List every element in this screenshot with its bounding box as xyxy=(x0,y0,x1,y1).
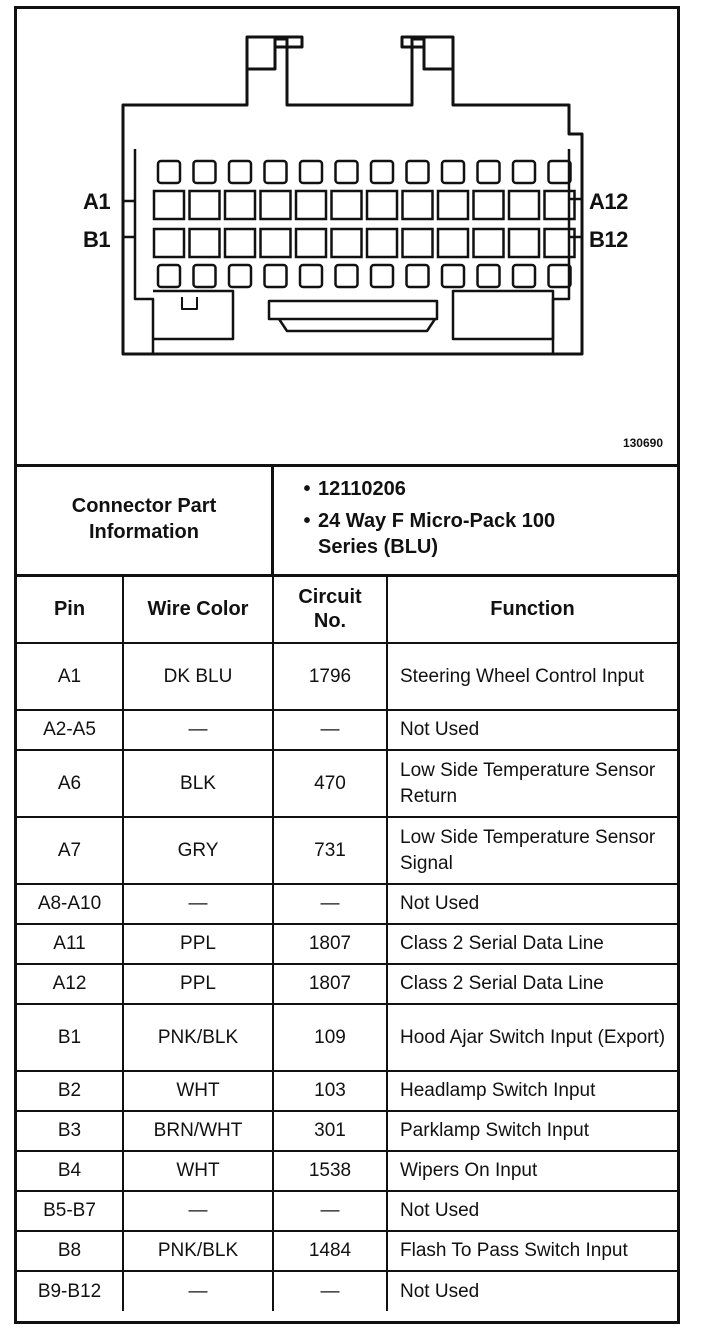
circuit-cell: 731 xyxy=(273,817,387,884)
circuit-cell: 1807 xyxy=(273,964,387,1004)
pin-cell: A12 xyxy=(17,964,123,1004)
table-row xyxy=(17,750,677,817)
table-row xyxy=(17,710,677,750)
pin-cell: A1 xyxy=(17,643,123,710)
a-row-latch xyxy=(478,161,500,183)
a-row-cavity xyxy=(225,191,255,219)
function-cell: Class 2 Serial Data Line xyxy=(387,924,677,964)
table-row xyxy=(17,884,677,924)
pin-cell: A11 xyxy=(17,924,123,964)
wire-color-cell: PNK/BLK xyxy=(123,1231,273,1271)
connector-drawing xyxy=(17,9,677,464)
pin-cell: B2 xyxy=(17,1071,123,1111)
a-row-latch xyxy=(265,161,287,183)
function-cell: Steering Wheel Control Input xyxy=(387,643,677,710)
function-cell: Hood Ajar Switch Input (Export) xyxy=(387,1004,677,1071)
b-row-latch xyxy=(158,265,180,287)
table-row xyxy=(17,1231,677,1271)
b-row-cavity xyxy=(154,229,184,257)
wire-color-cell: — xyxy=(123,1271,273,1311)
circuit-cell: 103 xyxy=(273,1071,387,1111)
wire-color-cell: PPL xyxy=(123,924,273,964)
function-cell: Not Used xyxy=(387,710,677,750)
part-number: 12110206 xyxy=(318,478,406,500)
circuit-cell: — xyxy=(273,1271,387,1311)
circuit-cell: — xyxy=(273,1191,387,1231)
wire-color-cell: — xyxy=(123,1191,273,1231)
document-frame xyxy=(14,6,680,1324)
circuit-cell: 470 xyxy=(273,750,387,817)
connector-info-details xyxy=(274,476,674,566)
pinout-table-body xyxy=(17,643,677,1311)
bullet-symbol: • xyxy=(303,510,311,532)
b-row-latch xyxy=(513,265,535,287)
a-row-latch xyxy=(229,161,251,183)
b-row-cavity xyxy=(261,229,291,257)
table-row xyxy=(17,817,677,884)
info-bullet xyxy=(274,508,674,560)
function-cell: Wipers On Input xyxy=(387,1151,677,1191)
pinout-table xyxy=(17,574,677,1311)
label-b12: B12 xyxy=(589,227,628,252)
pin-cell: B1 xyxy=(17,1004,123,1071)
wire-color-cell: GRY xyxy=(123,817,273,884)
a-row-cavity xyxy=(332,191,362,219)
pin-cell: B3 xyxy=(17,1111,123,1151)
a-row-latch xyxy=(371,161,393,183)
b-row-cavity xyxy=(474,229,504,257)
label-a1: A1 xyxy=(83,189,111,214)
connector-info-heading-text: Connector Part Information xyxy=(71,495,217,543)
b-row-latch xyxy=(442,265,464,287)
function-cell: Flash To Pass Switch Input xyxy=(387,1231,677,1271)
b-row-latch xyxy=(407,265,429,287)
wire-color-cell: PPL xyxy=(123,964,273,1004)
b-row-cavity xyxy=(367,229,397,257)
function-cell: Parklamp Switch Input xyxy=(387,1111,677,1151)
circuit-cell: 1807 xyxy=(273,924,387,964)
circuit-cell: 1538 xyxy=(273,1151,387,1191)
circuit-cell: 1484 xyxy=(273,1231,387,1271)
header-function: Function xyxy=(387,575,677,643)
pin-cell: A7 xyxy=(17,817,123,884)
circuit-cell: 301 xyxy=(273,1111,387,1151)
label-b1: B1 xyxy=(83,227,111,252)
connector-info-heading xyxy=(17,464,274,574)
table-header-row xyxy=(17,575,677,643)
header-circuit-text: Circuit No. xyxy=(298,586,362,632)
info-bullet xyxy=(274,476,674,502)
a-row-cavity xyxy=(474,191,504,219)
label-a12: A12 xyxy=(589,189,628,214)
table-row xyxy=(17,924,677,964)
center-key xyxy=(269,301,437,319)
b-row-cavity xyxy=(190,229,220,257)
a-row-latch xyxy=(549,161,571,183)
b-row-cavity xyxy=(403,229,433,257)
function-cell: Not Used xyxy=(387,1271,677,1311)
table-row xyxy=(17,1004,677,1071)
table-row xyxy=(17,1071,677,1111)
function-cell: Not Used xyxy=(387,1191,677,1231)
function-cell: Low Side Temperature Sensor Signal xyxy=(387,817,677,884)
circuit-cell: — xyxy=(273,884,387,924)
b-row-cavity xyxy=(296,229,326,257)
a-row-cavity xyxy=(296,191,326,219)
table-row xyxy=(17,1271,677,1311)
b-row-latch xyxy=(549,265,571,287)
a-row-latch xyxy=(513,161,535,183)
a-row-latch xyxy=(194,161,216,183)
header-circuit xyxy=(273,575,387,643)
a-row-latch xyxy=(300,161,322,183)
a-row-latch xyxy=(336,161,358,183)
function-cell: Low Side Temperature Sensor Return xyxy=(387,750,677,817)
table-row xyxy=(17,1151,677,1191)
wire-color-cell: PNK/BLK xyxy=(123,1004,273,1071)
pin-cell: A6 xyxy=(17,750,123,817)
a-row-cavity xyxy=(154,191,184,219)
circuit-cell: 1796 xyxy=(273,643,387,710)
b-row-cavity xyxy=(509,229,539,257)
a-row-latch xyxy=(158,161,180,183)
connector-description: 24 Way F Micro-Pack 100 Series (BLU) xyxy=(318,510,556,558)
latch-right xyxy=(402,37,453,69)
b-row-cavity xyxy=(225,229,255,257)
pin-cavities xyxy=(154,161,575,287)
wire-color-cell: WHT xyxy=(123,1151,273,1191)
key-left xyxy=(153,291,233,339)
wire-color-cell: — xyxy=(123,710,273,750)
a-row-cavity xyxy=(367,191,397,219)
b-row-latch xyxy=(478,265,500,287)
table-row xyxy=(17,1191,677,1231)
circuit-cell: 109 xyxy=(273,1004,387,1071)
function-cell: Class 2 Serial Data Line xyxy=(387,964,677,1004)
header-wire-color: Wire Color xyxy=(123,575,273,643)
bullet-symbol: • xyxy=(303,478,311,500)
a-row-cavity xyxy=(261,191,291,219)
pin-cell: A2-A5 xyxy=(17,710,123,750)
b-row-latch xyxy=(229,265,251,287)
a-row-cavity xyxy=(403,191,433,219)
pin-cell: A8-A10 xyxy=(17,884,123,924)
function-cell: Not Used xyxy=(387,884,677,924)
wire-color-cell: WHT xyxy=(123,1071,273,1111)
pin-cell: B8 xyxy=(17,1231,123,1271)
pin-cell: B5-B7 xyxy=(17,1191,123,1231)
b-row-latch xyxy=(265,265,287,287)
a-row-cavity xyxy=(509,191,539,219)
b-row-cavity xyxy=(438,229,468,257)
connector-info xyxy=(17,464,677,577)
table-row xyxy=(17,643,677,710)
wire-color-cell: — xyxy=(123,884,273,924)
table-row xyxy=(17,1111,677,1151)
a-row-latch xyxy=(407,161,429,183)
b-row-latch xyxy=(194,265,216,287)
wire-color-cell: BLK xyxy=(123,750,273,817)
header-pin: Pin xyxy=(17,575,123,643)
a-row-cavity xyxy=(190,191,220,219)
pin-cell: B9-B12 xyxy=(17,1271,123,1311)
b-row-latch xyxy=(300,265,322,287)
pin-cell: B4 xyxy=(17,1151,123,1191)
circuit-cell: — xyxy=(273,710,387,750)
b-row-cavity xyxy=(332,229,362,257)
a-row-cavity xyxy=(438,191,468,219)
wire-color-cell: DK BLU xyxy=(123,643,273,710)
function-cell: Headlamp Switch Input xyxy=(387,1071,677,1111)
table-row xyxy=(17,964,677,1004)
housing-outline xyxy=(123,39,582,354)
a-row-latch xyxy=(442,161,464,183)
b-row-latch xyxy=(371,265,393,287)
figure-number: 130690 xyxy=(622,436,663,450)
b-row-latch xyxy=(336,265,358,287)
wire-color-cell: BRN/WHT xyxy=(123,1111,273,1151)
connector-diagram xyxy=(17,9,677,467)
key-right xyxy=(453,291,553,339)
